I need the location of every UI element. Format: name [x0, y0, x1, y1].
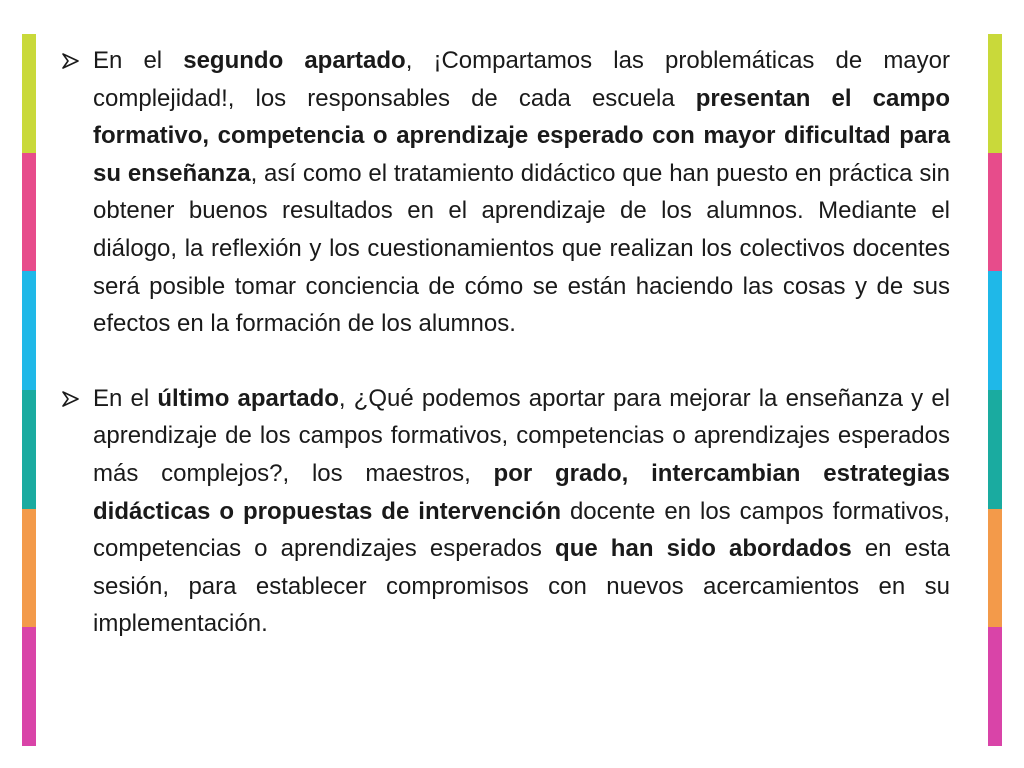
stripe-segment [988, 509, 1002, 628]
bold-text-run: segundo apartado [183, 47, 406, 74]
bullet-item-2 [62, 380, 950, 643]
text-run: docente en los campos formativos, competencias o aprendizajes esperados [93, 497, 950, 563]
right-color-stripe [988, 34, 1002, 746]
bold-text-run: presentan el campo formativo, competencia o aprendizaje esperado con mayor dificultad para su enseñanza [93, 84, 950, 187]
bold-text-run: que han sido abordados [555, 535, 852, 563]
text-run: , así como el tratamiento didáctico que han puesto en práctica sin obtener buenos resultados en el aprendizaje de los alumnos. Mediante el diálogo, la reflexión y los cuestionamientos que realizan los colectivos docentes será posible tomar conciencia de cómo se están haciendo las cosas y de sus efectos en la formación de los alumnos. [93, 159, 951, 338]
text-run: , ¡Compartamos las problemáticas de mayor complejidad!, los responsables de cada escuela [93, 47, 950, 112]
stripe-segment [988, 271, 1002, 390]
stripe-segment [22, 390, 36, 509]
arrow-bullet-icon [62, 53, 79, 69]
stripe-segment [988, 153, 1002, 272]
stripe-segment [22, 153, 36, 272]
slide-content [62, 42, 950, 643]
text-run: En el [93, 47, 184, 74]
stripe-segment [22, 271, 36, 390]
stripe-segment [988, 34, 1002, 153]
bold-text-run: último apartado [157, 384, 339, 412]
text-run: , ¿Qué podemos aportar para mejorar la enseñanza y el aprendizaje de los campos formativos, competencias o aprendizajes esperados más complejos?, los maestros, [93, 384, 951, 487]
left-color-stripe [22, 34, 36, 746]
stripe-segment [22, 34, 36, 153]
text-run: En el [93, 384, 158, 412]
arrow-bullet-icon [62, 391, 79, 407]
text-run: en esta sesión, para establecer compromisos con nuevos acercamientos en su implementación. [93, 535, 950, 638]
stripe-segment [22, 509, 36, 628]
stripe-segment [988, 627, 1002, 746]
stripe-segment [988, 390, 1002, 509]
stripe-segment [22, 627, 36, 746]
bold-text-run: por grado, intercambian estrategias didácticas o propuestas de intervención [93, 459, 950, 525]
bullet-text [93, 385, 950, 638]
bullet-text [93, 47, 950, 337]
bullet-item-1 [62, 42, 950, 343]
